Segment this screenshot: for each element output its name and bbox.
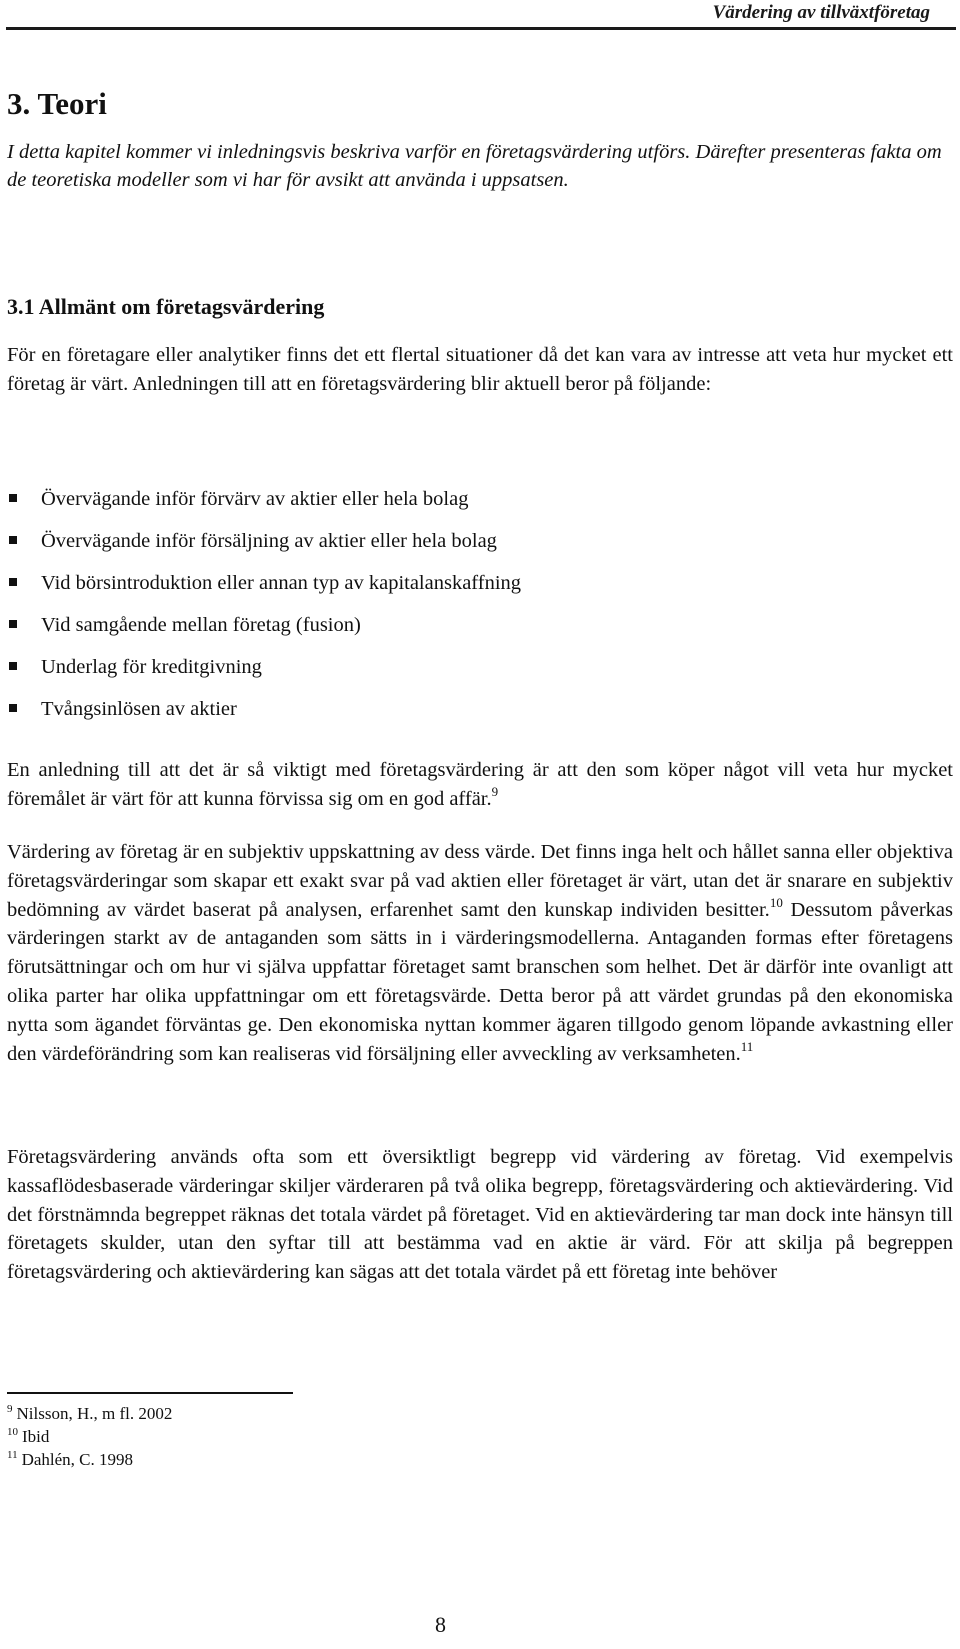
chapter-title: 3. Teori [7, 86, 107, 121]
paragraph-3 [7, 838, 953, 1068]
footnote [7, 1402, 172, 1425]
bullet-text: Övervägande inför förvärv av aktier eller hela bolag [41, 487, 469, 510]
footnote-list [7, 1402, 172, 1471]
header-rule [6, 27, 956, 30]
bullet-item [7, 688, 521, 730]
bullet-item [7, 562, 521, 604]
square-bullet-icon [9, 704, 17, 712]
footnote-text: Ibid [22, 1427, 50, 1446]
section-title: 3.1 Allmänt om företagsvärdering [7, 294, 325, 319]
square-bullet-icon [9, 620, 17, 628]
square-bullet-icon [9, 494, 17, 502]
paragraph-3-text-a: Värdering av företag är en subjektiv uppskattning av dess värde. Det finns inga helt och hållet sanna eller objektiva företagsvärderingar som skapar ett exakt svar på vad aktien eller företaget är värt, utan det är snarare en subjektiv bedömning av värdet baserat på analysen, erfarenhet samt den kunskap individen besitter. [7, 841, 953, 921]
footnote-number: 9 [7, 1403, 13, 1416]
footnote-number: 10 [7, 1426, 18, 1439]
bullet-item [7, 646, 521, 688]
footnote [7, 1425, 172, 1448]
footnote-number: 11 [7, 1449, 18, 1462]
bullet-list [7, 478, 521, 730]
paragraph-2 [7, 756, 953, 814]
footnote-text: Nilsson, H., m fl. 2002 [16, 1404, 173, 1423]
footnote-ref: 10 [769, 894, 783, 910]
page-number: 8 [435, 1612, 446, 1637]
running-header: Värdering av tillväxtföretag [712, 2, 930, 23]
square-bullet-icon [9, 578, 17, 586]
bullet-text: Övervägande inför försäljning av aktier eller hela bolag [41, 529, 497, 552]
bullet-item [7, 604, 521, 646]
footnote-rule [7, 1392, 293, 1394]
bullet-text: Vid börsintroduktion eller annan typ av kapitalanskaffning [41, 571, 522, 594]
bullet-item [7, 478, 521, 520]
footnote-text: Dahlén, C. 1998 [21, 1450, 134, 1469]
bullet-text: Underlag för kreditgivning [41, 655, 262, 678]
square-bullet-icon [9, 662, 17, 670]
square-bullet-icon [9, 536, 17, 544]
paragraph-3-text-b: Dessutom påverkas värderingen starkt av de antaganden som sätts in i värderingsmodellerna. Antaganden formas efter företagens förutsättningar och om hur vi själva uppfattar företaget samt branschen som helhet. Det är därför inte ovanligt att olika parter har olika uppfattningar om ett företagsvärde. Detta beror på att värdet grundas på den ekonomiska nytta som ägandet förväntas ge. Den ekonomiska nyttan kommer ägaren tillgodo genom löpande avkastning eller den värdeförändring som kan realiseras vid försäljning eller avveckling av verksamheten. [7, 898, 953, 1065]
paragraph-4: Företagsvärdering används ofta som ett översiktligt begrepp vid värdering av företag. Vid exempelvis kassaflödesbaserade värderingar skiljer värderaren på två olika begrepp, företagsvärdering och aktievärdering. Vid det förstnämnda begreppet räknas det totala värdet på företaget. Vid en aktievärdering tar man dock inte hänsyn till företagets skulder, utan den syftar till att bestämma vad en aktie är värd. För att skilja på begreppen företagsvärdering och aktievärdering kan sägas att det totala värdet på ett företag inte behöver [7, 1146, 953, 1284]
footnote-ref: 11 [740, 1038, 754, 1054]
footnote-ref: 9 [491, 783, 499, 799]
chapter-intro: I detta kapitel kommer vi inledningsvis beskriva varför en företagsvärdering utförs. Därefter presenteras fakta om de teoretiska modeller som vi har för avsikt att använda i uppsatsen. [7, 141, 942, 191]
bullet-item [7, 520, 521, 562]
bullet-text: Vid samgående mellan företag (fusion) [41, 613, 361, 636]
paragraph-2-text: En anledning till att det är så viktigt med företagsvärdering är att den som köper något vill veta hur mycket föremålet är värt för att kunna förvissa sig om en god affär. [7, 759, 953, 810]
paragraph-1: För en företagare eller analytiker finns det ett flertal situationer då det kan vara av intresse att veta hur mycket ett företag är värt. Anledningen till att en företagsvärdering blir aktuell beror på följande: [7, 344, 953, 395]
footnote [7, 1448, 172, 1471]
bullet-text: Tvångsinlösen av aktier [41, 697, 237, 720]
